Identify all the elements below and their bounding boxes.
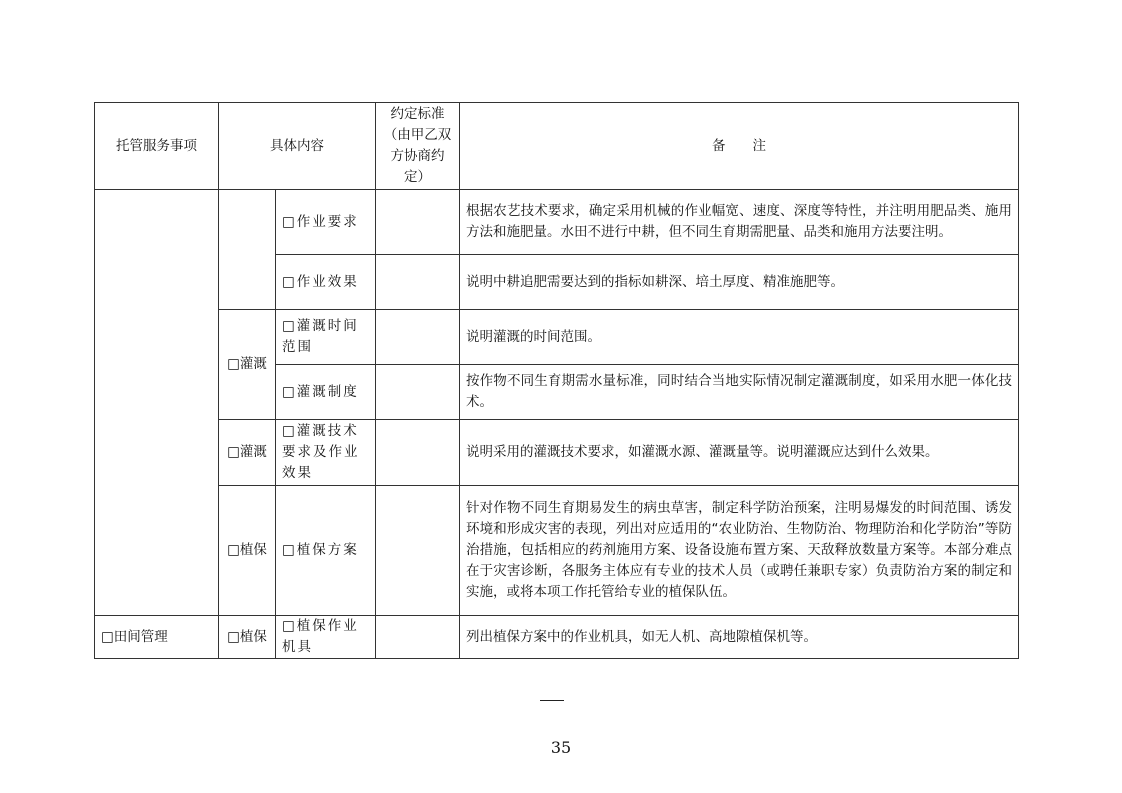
remark-cell: 说明灌溉的时间范围。	[460, 310, 1019, 365]
remark-cell: 列出植保方案中的作业机具，如无人机、高地隙植保机等。	[460, 616, 1019, 659]
item-cell: □田间管理	[95, 616, 219, 659]
remark-cell: 根据农艺技术要求，确定采用机械的作业幅宽、速度、深度等特性，并注明用肥品类、施用方法和施肥量。水田不进行中耕，但不同生育期需肥量、品类和施用方法要注明。	[460, 190, 1019, 255]
standard-cell[interactable]	[376, 255, 460, 310]
table-row	[95, 616, 1019, 659]
table-row	[95, 420, 1019, 486]
sub-item: □灌溉技术要求及作业效果	[276, 420, 376, 486]
remark-cell: 针对作物不同生育期易发生的病虫草害，制定科学防治预案，注明易爆发的时间范围、诱发环境和形成灾害的表现，列出对应适用的“农业防治、生物防治、物理防治和化学防治”等防治措施，包括相应的药剂施用方案、设备设施布置方案、天敌释放数量方案等。本部分难点在于灾害诊断，各服务主体应有专业的技术人员（或聘任兼职专家）负责防治方案的制定和实施，或将本项工作托管给专业的植保队伍。	[460, 486, 1019, 616]
sub-item: □灌溉时间范围	[276, 310, 376, 365]
category-cell: □灌溉	[219, 420, 276, 486]
page-number: 35	[550, 738, 572, 757]
standard-cell[interactable]	[376, 190, 460, 255]
table-header-row	[95, 103, 1019, 190]
sub-item: □作业效果	[276, 255, 376, 310]
remark-cell: 说明采用的灌溉技术要求，如灌溉水源、灌溉量等。说明灌溉应达到什么效果。	[460, 420, 1019, 486]
sub-item: □作业要求	[276, 190, 376, 255]
header-standard: 约定标准（由甲乙双方协商约定）	[376, 103, 460, 190]
header-item: 托管服务事项	[95, 103, 219, 190]
header-remark: 备 注	[460, 103, 1019, 190]
table-row	[95, 190, 1019, 255]
remark-cell: 说明中耕追肥需要达到的指标如耕深、培土厚度、精准施肥等。	[460, 255, 1019, 310]
category-cell-empty	[219, 190, 276, 310]
category-cell: □植保	[219, 486, 276, 616]
item-cell-empty	[95, 190, 219, 616]
standard-cell[interactable]	[376, 365, 460, 420]
category-cell: □灌溉	[219, 310, 276, 420]
standard-cell[interactable]	[376, 616, 460, 659]
remark-cell: 按作物不同生育期需水量标准，同时结合当地实际情况制定灌溉制度，如采用水肥一体化技术。	[460, 365, 1019, 420]
service-table	[94, 102, 1019, 659]
sub-item: □灌溉制度	[276, 365, 376, 420]
footer-dash	[540, 700, 564, 701]
table-row	[95, 486, 1019, 616]
standard-cell[interactable]	[376, 310, 460, 365]
sub-item: □植保作业机具	[276, 616, 376, 659]
standard-cell[interactable]	[376, 420, 460, 486]
category-cell: □植保	[219, 616, 276, 659]
standard-cell[interactable]	[376, 486, 460, 616]
sub-item: □植保方案	[276, 486, 376, 616]
header-content: 具体内容	[219, 103, 376, 190]
table-row	[95, 310, 1019, 365]
